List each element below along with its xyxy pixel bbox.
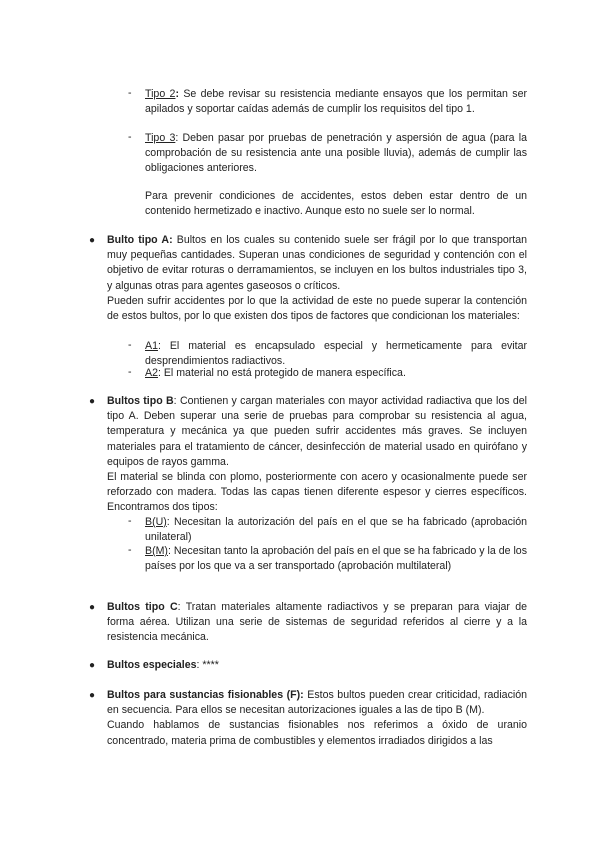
bulto-tipo-c-title: Bultos tipo C <box>107 601 178 613</box>
title-separator: : <box>177 601 186 613</box>
dash-marker: - <box>128 515 132 527</box>
bulto-tipo-b-title: Bultos tipo B <box>107 395 174 407</box>
dash-marker: - <box>128 544 132 556</box>
dash-marker: - <box>128 131 132 143</box>
bullet-icon: ● <box>89 690 96 701</box>
bultos-especiales-paragraph <box>107 658 527 673</box>
subitem-text: El material no está protegido de manera específica. <box>163 367 406 379</box>
subitem-label: Tipo 3 <box>145 132 176 144</box>
subitem-label: A1 <box>145 340 158 352</box>
subitem-label: Tipo 2 <box>145 88 176 100</box>
subitem-tipo-2 <box>145 87 527 117</box>
prevent-paragraph: Para prevenir condiciones de accidentes, estos deben estar dentro de un contenido hermetizado e inactivo. Aunque esto no suele ser lo normal. <box>145 190 527 218</box>
bulto-tipo-b-text: Contienen y cargan materiales con mayor actividad radiactiva que los del tipo A. Deben superar una serie de pruebas para comprobar su resistencia al agua, temperatura y mecánica ya que pueden sufrir accidentes más graves. Se incluyen materiales para el tratamiento de cáncer, desinfección de material usado en quirófano y equipos de rayos gamma. <box>107 395 528 468</box>
bulto-tipo-c-paragraph <box>107 600 527 646</box>
subitem-bm <box>145 544 527 574</box>
bulto-tipo-a-paragraph <box>107 233 527 294</box>
bulto-tipo-a-paragraph-2: Pueden sufrir accidentes por lo que la actividad de este no puede superar la contención de estos bultos, por lo que existen dos tipos de factores que condicionan los materiales: <box>107 294 527 323</box>
subitem-text: Deben pasar por pruebas de penetración y aspersión de agua (para la comprobación de su resistencia ante una posible lluvia), además de cumplir las obligaciones anteriores. <box>145 132 527 175</box>
bulto-tipo-a-title: Bulto tipo A <box>107 234 170 246</box>
bultos-fisionables-section <box>107 688 527 749</box>
subitem-label: B(U) <box>145 516 167 528</box>
subitem-a1 <box>145 339 527 369</box>
subitem-text: Se debe revisar su resistencia mediante ensayos que los permitan ser apilados y soportar caídas además de cumplir los requisitos del tipo 1. <box>145 88 527 116</box>
title-separator: : <box>196 659 203 671</box>
subitem-a2 <box>145 366 527 381</box>
bulto-tipo-b-paragraph-2: El material se blinda con plomo, posteriormente con acero y ocasionalmente puede ser reforzado con madera. Todas las capas tienen diferente espesor y cierres específicos. Encontramos dos tipos: <box>107 471 527 514</box>
subitem-separator: : <box>157 340 170 352</box>
title-separator: : <box>173 395 180 407</box>
bultos-fisionables-paragraph <box>107 688 527 718</box>
subitem-text: Necesitan tanto la aprobación del país en el que se ha fabricado y la de los países por los que va a ser transportado (aprobación multilateral) <box>145 545 527 573</box>
bultos-especiales-text: **** <box>202 659 219 671</box>
subitem-separator: : <box>175 88 184 100</box>
subitem-tipo-3 <box>145 131 527 177</box>
bulto-tipo-c-text: Tratan materiales altamente radiactivos y se preparan para viajar de forma aérea. Utilizan una serie de sistemas de seguridad referidos al cierre y a la resistencia mecánica. <box>107 601 528 644</box>
subitem-label: A2 <box>145 367 158 379</box>
subitem-text: Necesitan la autorización del país en el que se ha fabricado (aprobación unilateral) <box>145 516 528 544</box>
bultos-fisionables-title: Bultos para sustancias fisionables (F) <box>107 689 301 701</box>
bullet-icon: ● <box>89 396 96 407</box>
subitem-text: El material es encapsulado especial y hermeticamente para evitar desprendimientos radiactivos. <box>145 340 527 368</box>
bulto-tipo-a-text: Bultos en los cuales su contenido suele ser frágil por lo que transportan muy pequeñas cantidades. Superan unas condiciones de seguridad y contención con el objetivo de evitar roturas o derramamientos, se incluyen en los bultos industriales tipo 3, y algunas otras para agentes gaseosos o críticos. <box>107 234 527 292</box>
subitem-separator: : <box>175 132 183 144</box>
subitem-separator: : <box>167 545 174 557</box>
dash-marker: - <box>128 87 132 99</box>
bullet-icon: ● <box>89 602 96 613</box>
subitem-bu <box>145 515 527 545</box>
subitem-separator: : <box>166 516 174 528</box>
bulto-tipo-a-section <box>107 233 527 324</box>
bulto-tipo-b-section <box>107 394 527 516</box>
bullet-icon: ● <box>89 660 96 671</box>
dash-marker: - <box>128 366 132 378</box>
bultos-fisionables-paragraph-2: Cuando hablamos de sustancias fisionables nos referimos a óxido de uranio concentrado, materia prima de combustibles y elementos irradiados dirigidos a las <box>107 719 527 747</box>
title-separator: : <box>169 234 177 246</box>
bulto-tipo-b-paragraph <box>107 394 527 470</box>
bultos-fisionables-text: Estos bultos pueden crear criticidad, radiación en secuencia. Para ellos se necesitan autorizaciones iguales a las de tipo B (M). <box>107 689 528 717</box>
dash-marker: - <box>128 339 132 351</box>
subitem-label: B(M) <box>145 545 168 557</box>
bultos-especiales-title: Bultos especiales <box>107 659 197 671</box>
bullet-icon: ● <box>89 235 96 246</box>
subitem-separator: : <box>157 367 164 379</box>
title-separator: : <box>300 689 308 701</box>
